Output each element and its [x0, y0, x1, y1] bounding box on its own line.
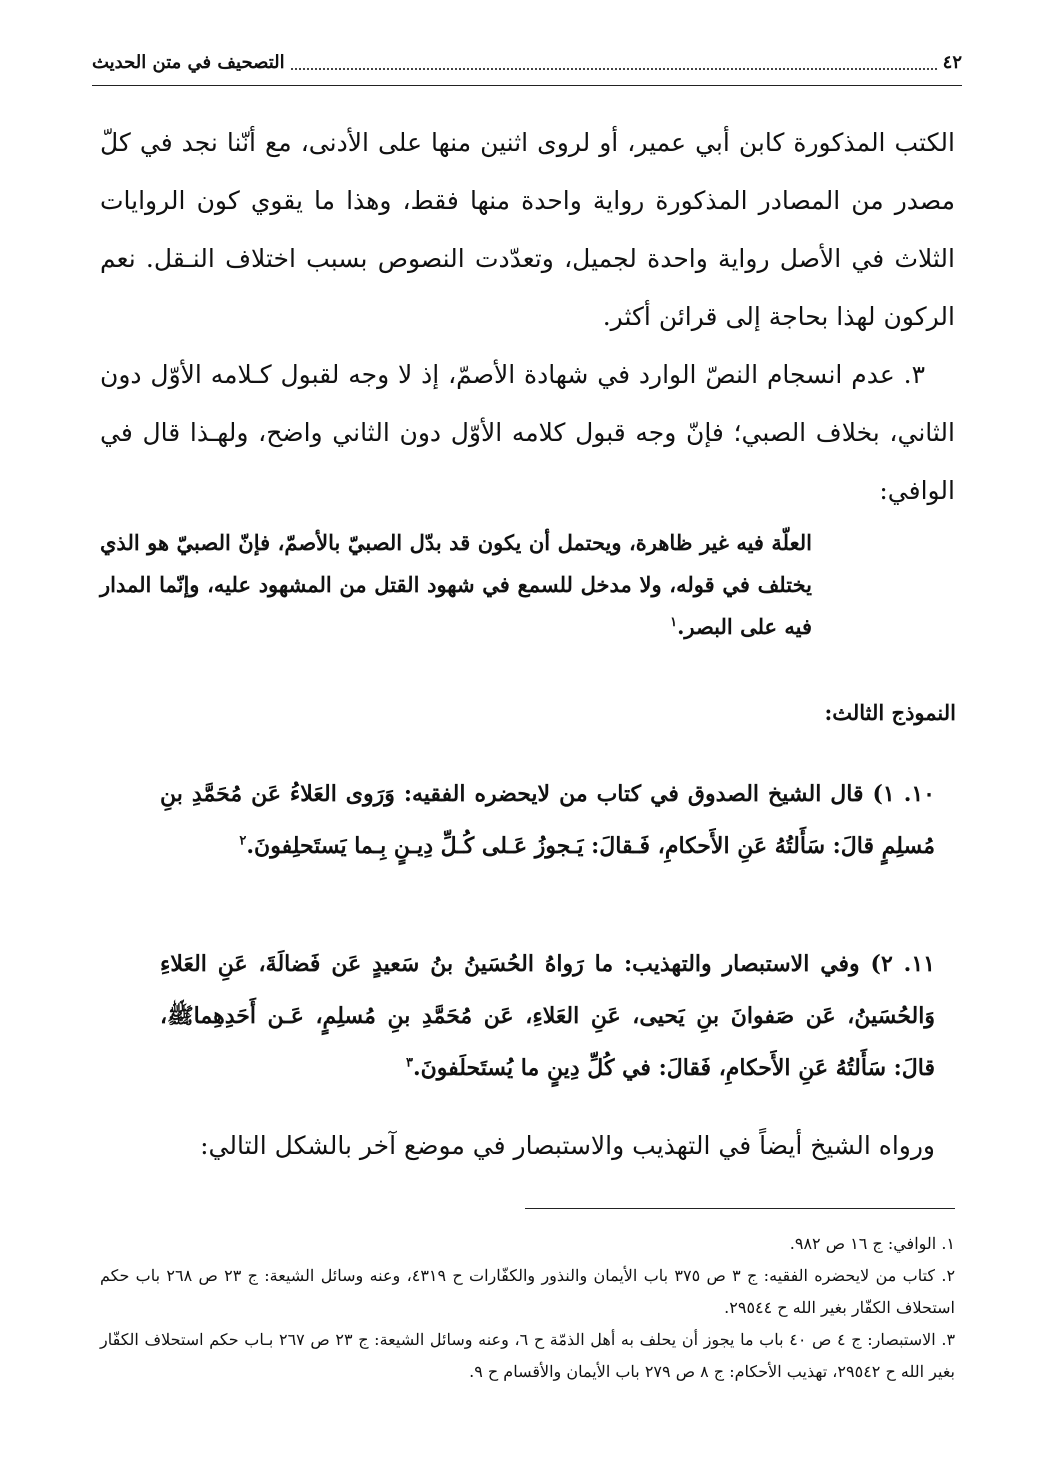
hadith-11-text: ١١. ٢) وفي الاستبصار والتهذيب: ما رَواهُ الحُسَينُ بنُ سَعيدٍ عَن فَضالَةَ، عَنِ العَلاءِ وَالحُسَينُ، عَن صَفوانَ بنِ يَحيى، عَنِ العَلاءِ، عَن مُحَمَّدِ بنِ مُسلِمٍ، عَـن أَحَدِهِماﷺ، قالَ: سَأَلتُهُ عَنِ الأَحكامِ، فَقالَ: في كُلِّ دِينٍ ما يُستَحلَفونَ. — [160, 951, 935, 1081]
closing-paragraph: ورواه الشيخ أيضاً في التهذيب والاستبصار في موضع آخر بالشكل التالي: — [200, 1131, 935, 1160]
footnote-2: ٢. كتاب من لايحضره الفقيه: ج ٣ ص ٣٧٥ باب الأيمان والنذور والكفّارات ح ٤٣١٩، وعنه وسائل الشيعة: ج ٢٣ ص ٢٦٨ باب حكم استحلاف الكفّار بغير الله ح ٢٩٥٤٤. — [100, 1266, 956, 1317]
hadith-10-text: ١٠. ١) قال الشيخ الصدوق في كتاب من لايحضره الفقيه: وَرَوى العَلاءُ عَن مُحَمَّدِ بنِ مُسلِمٍ قالَ: سَأَلتُهُ عَنِ الأَحكامِ، فَـقالَ: يَـجوزُ عَـلى كُـلِّ دِيـنٍ بِـما يَستَحلِفونَ. — [160, 781, 935, 859]
hadith-10 — [160, 768, 935, 872]
footnote-1: ١. الوافي: ج ١٦ ص ٩٨٢. — [789, 1234, 955, 1253]
footnote-ref-1: ١ — [670, 615, 678, 630]
header-rule — [92, 85, 962, 86]
block-quote — [100, 522, 812, 648]
footnote-ref-3: ٣ — [405, 1055, 413, 1071]
footnote-ref-2: ٢ — [239, 833, 247, 849]
quote-text: العلّة فيه غير ظاهرة، ويحتمل أن يكون قد بدّل الصبيّ بالأصمّ، فإنّ الصبيّ هو الذي يختلف في قوله، ولا مدخل للسمع في شهود القتل من المشهود عليه، وإنّما المدار فيه على البصر. — [100, 530, 812, 639]
hadith-11 — [160, 938, 935, 1094]
running-header — [92, 42, 962, 82]
paragraph-1: الكتب المذكورة كابن أبي عمير، أو لروى اثنين منها على الأدنى، مع أنّنا نجد في كلّ مصدر من المصادر المذكورة رواية واحدة منها فقط، وهذا ما يقوي كون الروايات الثلاث في الأصل رواية واحدة لجميل، وتعدّدت النصوص بسبب اختلاف النـقل. نعم الركون لهذا بحاجة إلى قرائن أكثر. — [100, 128, 955, 331]
section-heading: النموذج الثالث: — [824, 700, 956, 725]
footnote-rule — [525, 1208, 955, 1209]
running-title: التصحيف في متن الحديث — [92, 51, 285, 73]
main-text — [100, 114, 955, 520]
header-dot-leader — [291, 54, 937, 70]
footnote-3: ٣. الاستبصار: ج ٤ ص ٤٠ باب ما يجوز أن يحلف به أهل الذمّة ح ٦، وعنه وسائل الشيعة: ج ٢٣ ص ٢٦٧ بـاب حكم استحلاف الكفّار بغير الله ح ٢٩٥٤٢، تهذيب الأحكام: ج ٨ ص ٢٧٩ باب الأيمان والأقسام ح ٩. — [100, 1330, 956, 1381]
page-number: ٤٢ — [942, 51, 962, 73]
paragraph-2: ٣. عدم انسجام النصّ الوارد في شهادة الأصمّ، إذ لا وجه لقبول كـلامه الأوّل دون الثاني، بخلاف الصبي؛ فإنّ وجه قبول كلامه الأوّل دون الثاني واضح، ولهـذا قال في الوافي: — [100, 360, 955, 505]
footnotes — [100, 1228, 955, 1388]
